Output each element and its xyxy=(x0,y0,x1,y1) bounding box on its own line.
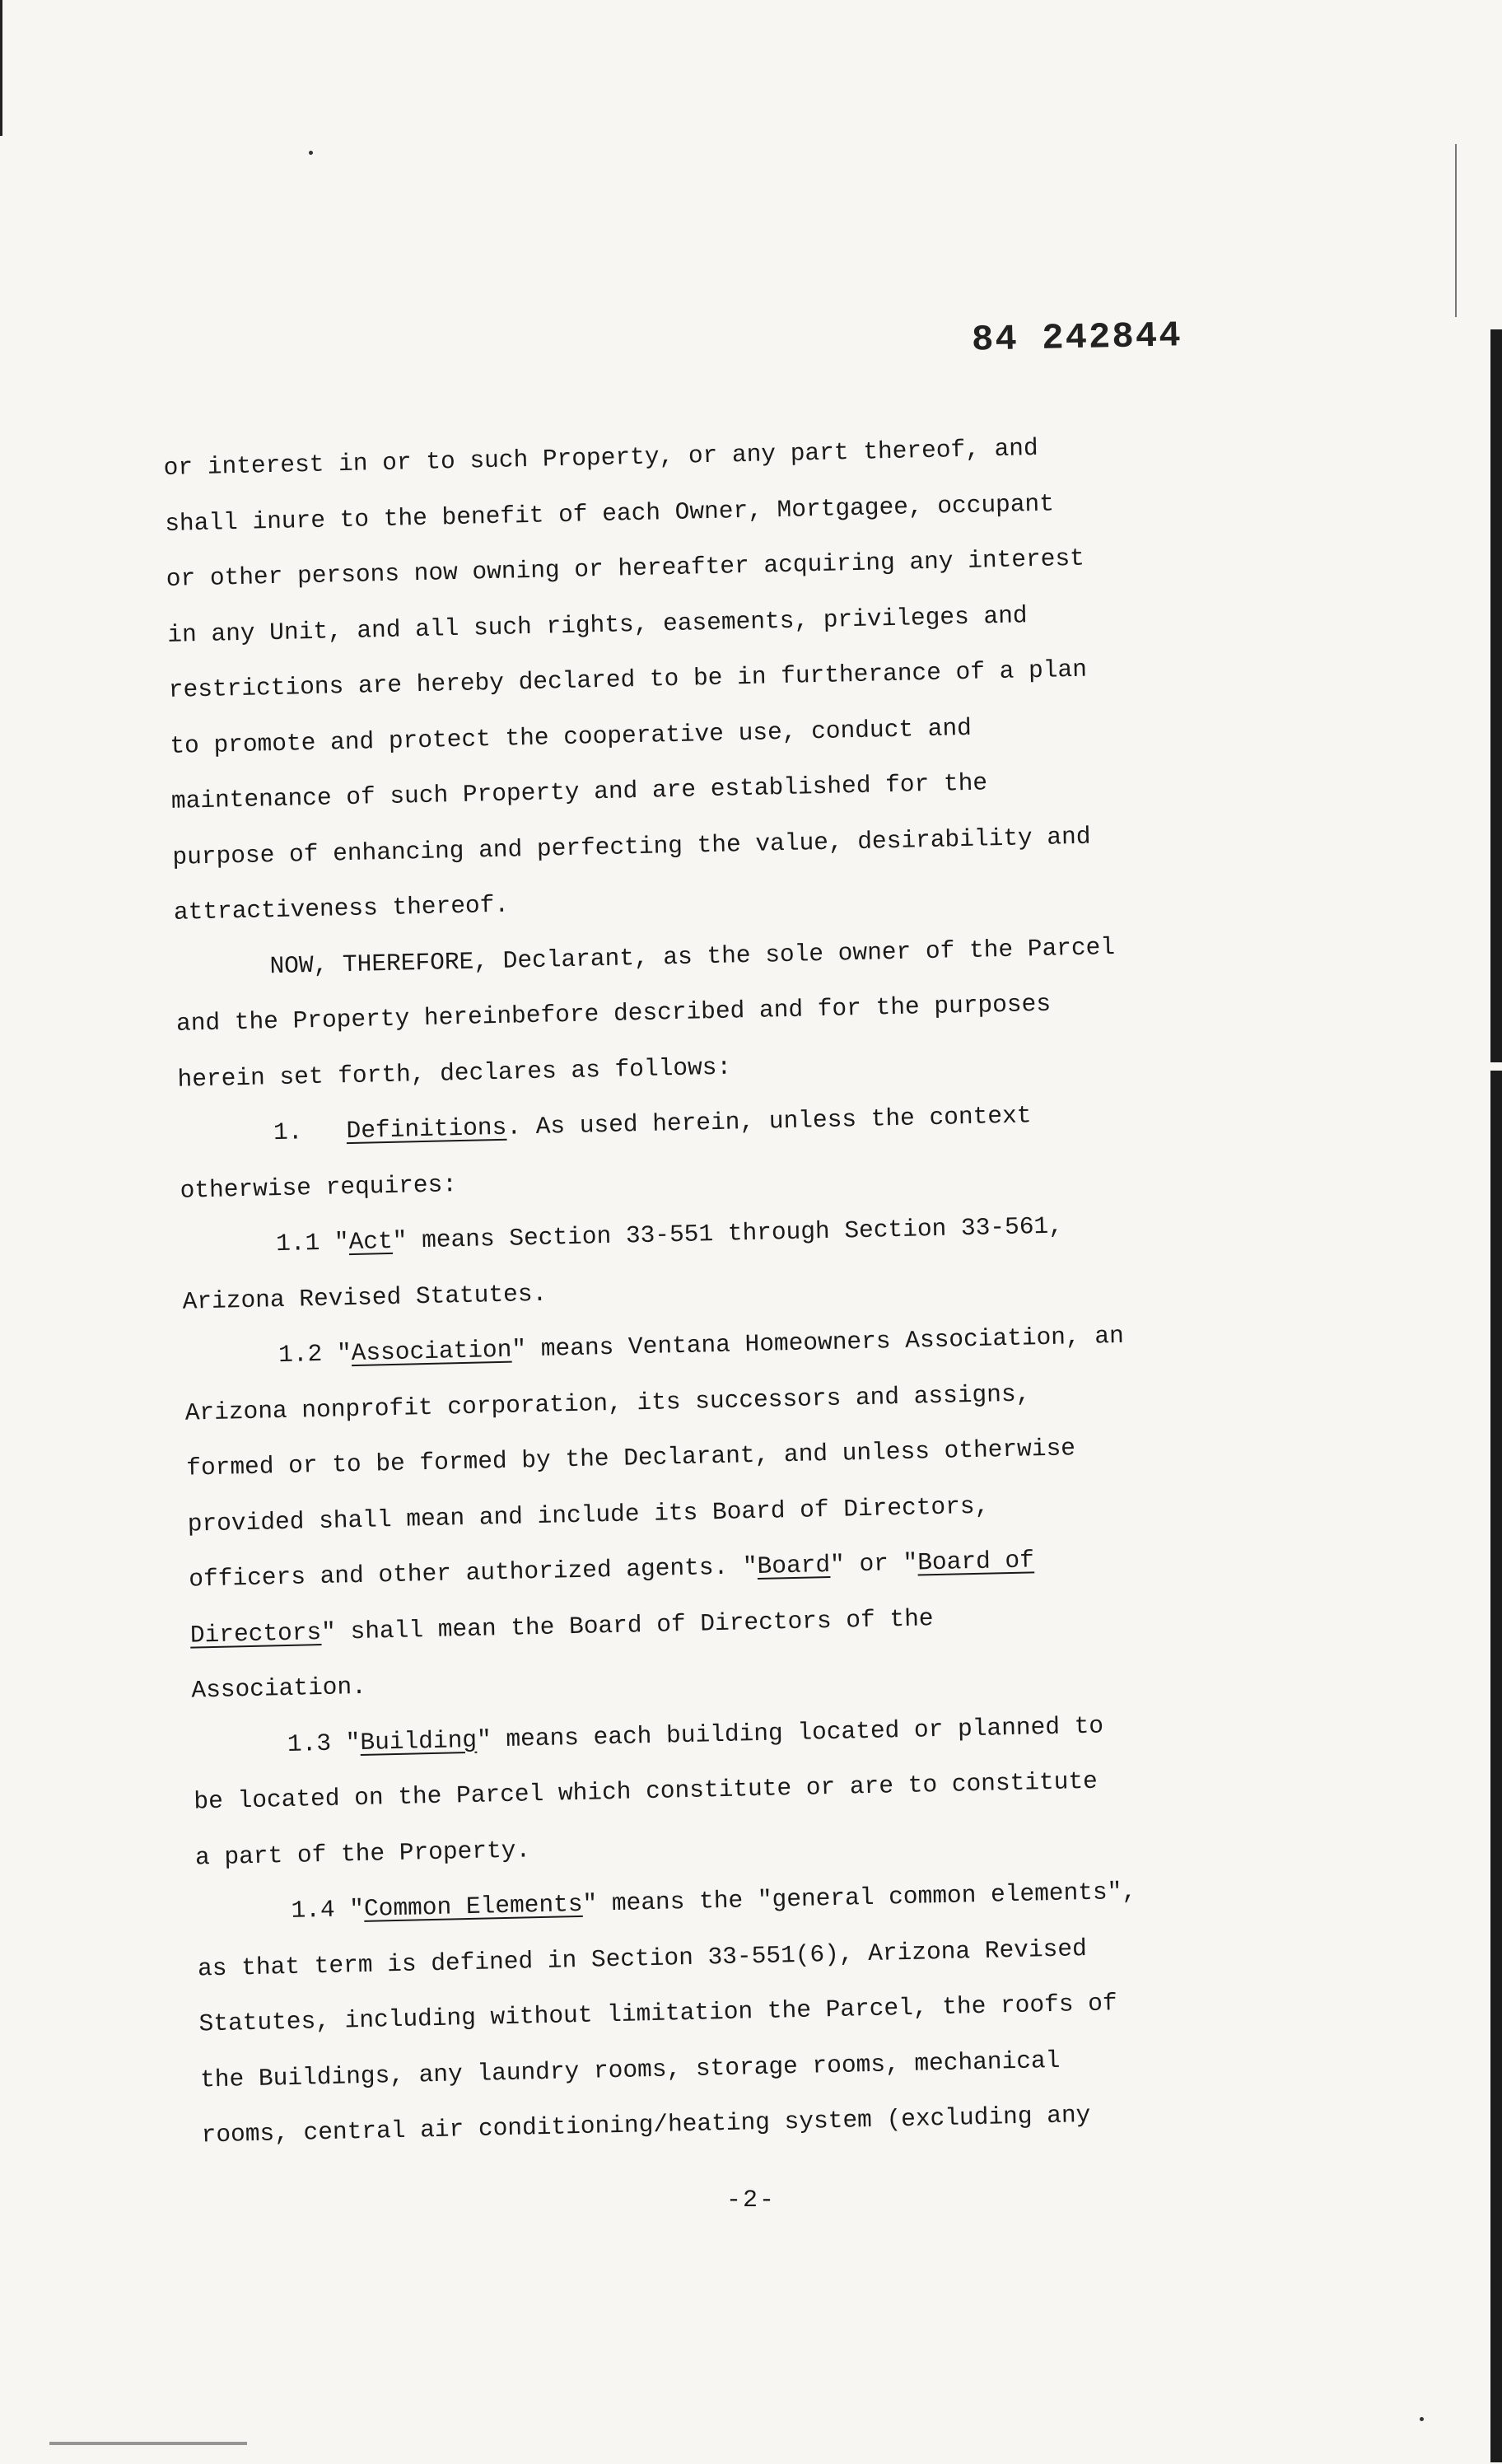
document-number: 84 242844 xyxy=(971,315,1183,362)
text-line: or interest in or to such Property, or any part thereof, and xyxy=(163,433,1039,482)
text-span: " xyxy=(334,1228,350,1257)
document-body xyxy=(163,415,1338,2163)
defined-term: Board of xyxy=(917,1546,1035,1577)
section-title: Definitions xyxy=(346,1113,507,1146)
text-line: a part of the Property. xyxy=(194,1835,531,1872)
scan-edge-bar xyxy=(1490,329,1502,2462)
section-number: 1.3 xyxy=(287,1729,332,1758)
text-line: rooms, central air conditioning/heating system (excluding any xyxy=(201,2100,1091,2149)
section-number: 1.2 xyxy=(278,1339,323,1370)
text-line: provided shall mean and include its Board of Directors, xyxy=(187,1491,990,1538)
text-line: shall inure to the benefit of each Owner, Mortgagee, occupant xyxy=(164,488,1055,538)
scan-noise xyxy=(49,2442,247,2445)
text-line: as that term is defined in Section 33-551(6), Arizona Revised xyxy=(197,1934,1088,1983)
text-line: maintenance of such Property and are established for the xyxy=(170,768,988,815)
text-line: herein set forth, declares as follows: xyxy=(177,1052,732,1094)
text-line: Statutes, including without limitation the Parcel, the roofs of xyxy=(198,1989,1118,2038)
section-number: 1.1 xyxy=(275,1228,320,1258)
text-line: NOW, THEREFORE, Declarant, as the sole owner of the Parcel xyxy=(269,932,1116,980)
text-span: " shall mean the Board of Directors of the xyxy=(320,1603,934,1646)
text-line: Arizona Revised Statutes. xyxy=(182,1279,548,1316)
text-span: " xyxy=(336,1339,352,1368)
defined-term: Board xyxy=(757,1550,831,1580)
text-line: Association. xyxy=(191,1672,367,1705)
scan-speck xyxy=(1420,2417,1424,2421)
defined-term: Association xyxy=(351,1335,512,1368)
text-span: " means Section 33-551 through Section 33-561, xyxy=(392,1211,1064,1255)
text-span: " means Ventana Homeowners Association, an xyxy=(511,1321,1125,1364)
defined-term: Act xyxy=(348,1226,394,1257)
scan-edge-line xyxy=(0,0,2,136)
text-line: in any Unit, and all such rights, easements, privileges and xyxy=(166,600,1028,649)
text-line: otherwise requires: xyxy=(180,1169,458,1205)
text-span: " means each building located or planned to xyxy=(476,1710,1104,1754)
page-number: -2- xyxy=(726,2186,777,2214)
section-number: 1. xyxy=(273,1118,303,1147)
text-line: restrictions are hereby declared to be in furtherance of a plan xyxy=(168,655,1088,704)
text-line: or other persons now owning or hereafter acquiring any interest xyxy=(166,544,1085,593)
text-span: " xyxy=(348,1894,365,1924)
scan-edge-line xyxy=(1455,144,1457,317)
text-line: to promote and protect the cooperative use, conduct and xyxy=(170,713,973,760)
text-line: Arizona nonprofit corporation, its successors and assigns, xyxy=(184,1379,1031,1427)
defined-term: Building xyxy=(360,1725,478,1757)
text-span: officers and other authorized agents. " xyxy=(188,1552,758,1594)
text-line: attractiveness thereof. xyxy=(173,890,510,926)
section-number: 1.4 xyxy=(291,1895,336,1925)
text-span: " xyxy=(345,1728,361,1757)
text-span: " or " xyxy=(829,1548,918,1579)
text-line: the Buildings, any laundry rooms, storage rooms, mechanical xyxy=(199,2046,1061,2093)
defined-term: Common Elements xyxy=(363,1889,583,1923)
scan-edge-gap xyxy=(1490,1062,1502,1071)
text-line: be located on the Parcel which constitute or are to constitute xyxy=(194,1766,1099,1816)
text-line: purpose of enhancing and perfecting the value, desirability and xyxy=(172,822,1091,871)
defined-term: Directors xyxy=(189,1617,322,1650)
text-span: " means the "general common elements", xyxy=(582,1877,1137,1918)
text-line: formed or to be formed by the Declarant, and unless otherwise xyxy=(185,1434,1076,1482)
scan-speck xyxy=(309,151,313,155)
text-span: . As used herein, unless the context xyxy=(506,1101,1032,1141)
text-line: and the Property hereinbefore described and for the purposes xyxy=(175,989,1052,1038)
